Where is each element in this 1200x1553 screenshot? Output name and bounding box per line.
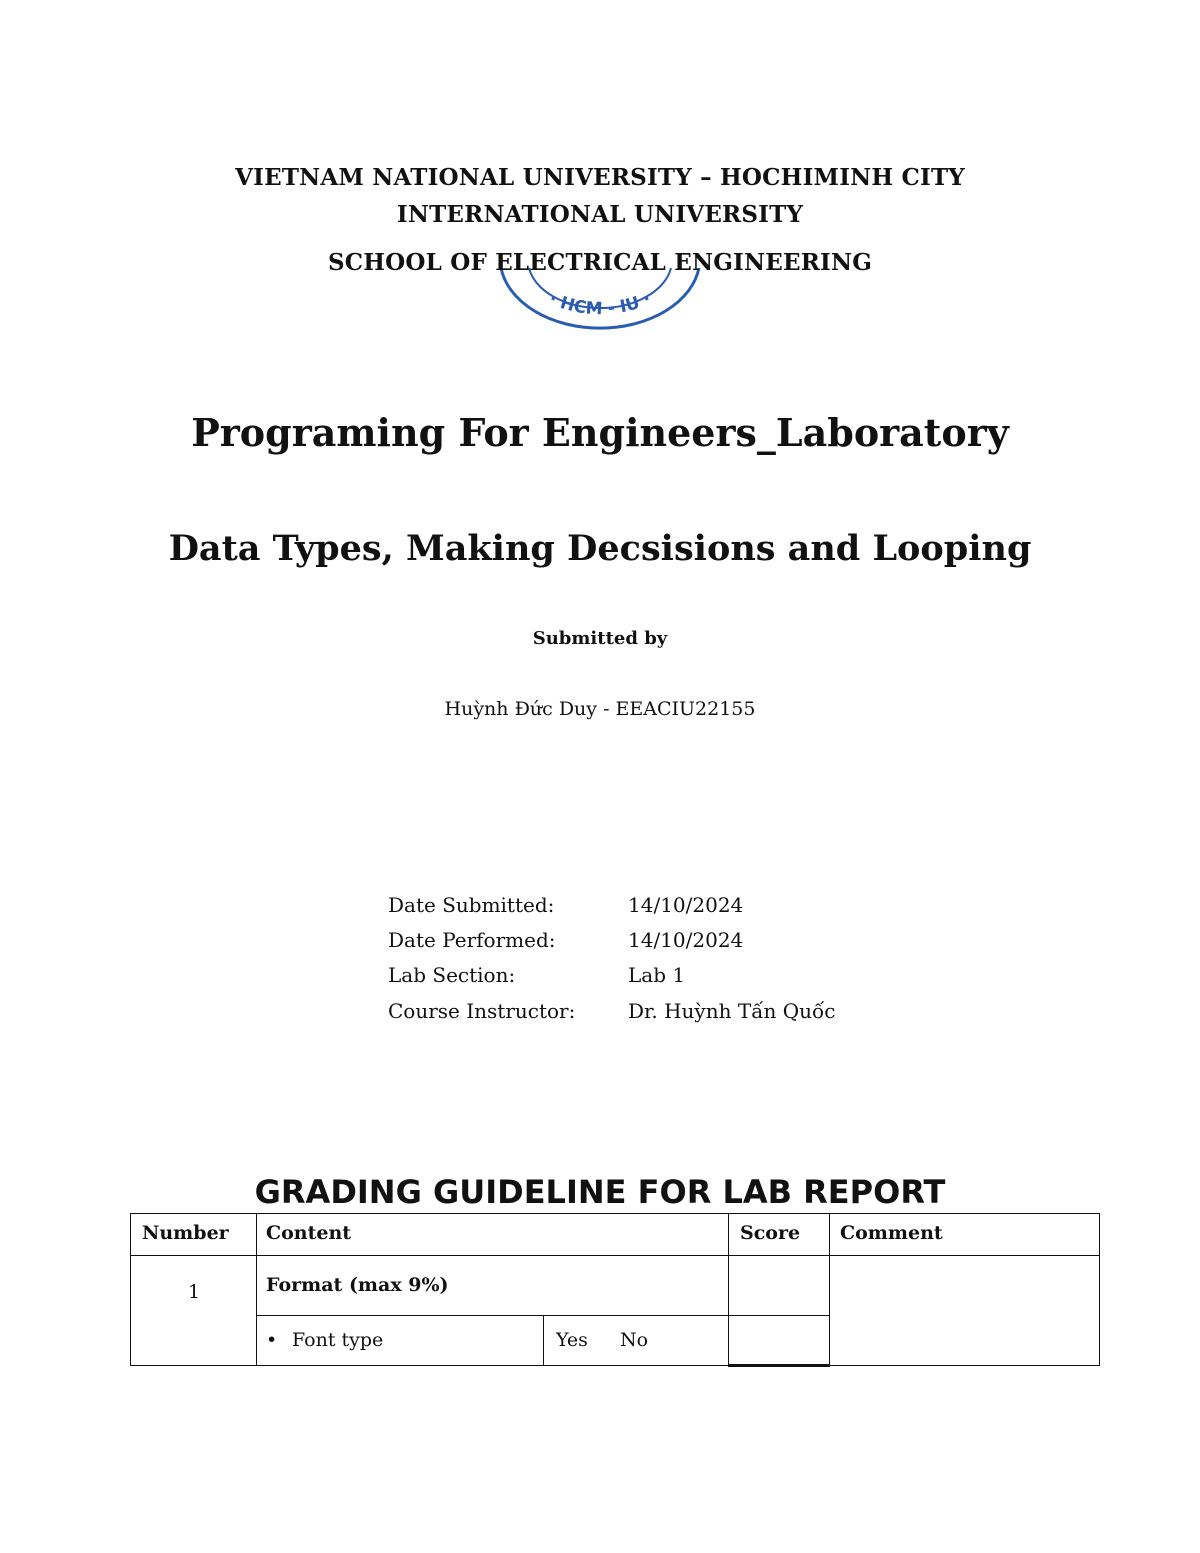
table-border-bottom — [130, 1365, 1100, 1366]
table-col-divider-yesno — [543, 1315, 544, 1366]
date-performed-value: 14/10/2024 — [628, 928, 744, 952]
yes-option: Yes — [556, 1329, 588, 1351]
svg-text:· HCM - IU · — [546, 289, 654, 319]
header-score: Score — [740, 1222, 801, 1244]
course-instructor-value: Dr. Huỳnh Tấn Quốc — [628, 999, 836, 1023]
score-cell-underline — [728, 1364, 830, 1367]
table-col-divider-3 — [829, 1213, 830, 1366]
format-section-label: Format (max 9%) — [266, 1274, 449, 1296]
lab-section-label: Lab Section: — [388, 963, 516, 987]
table-header-divider — [130, 1255, 1100, 1256]
lab-section-value: Lab 1 — [628, 963, 686, 987]
course-title: Programing For Engineers_Laboratory — [191, 410, 1009, 455]
header-number: Number — [142, 1222, 229, 1244]
row-number: 1 — [188, 1281, 201, 1303]
table-border-top — [130, 1213, 1100, 1214]
logo-text: · HCM - IU · — [545, 288, 655, 320]
institute-name: INTERNATIONAL UNIVERSITY — [396, 201, 804, 228]
table-border-left — [130, 1213, 131, 1366]
course-instructor-label: Course Instructor: — [388, 999, 576, 1023]
grading-title: GRADING GUIDELINE FOR LAB REPORT — [254, 1173, 946, 1211]
table-col-divider-1 — [256, 1213, 257, 1366]
student-name: Huỳnh Đức Duy - EEACIU22155 — [444, 698, 756, 720]
lab-title: Data Types, Making Decsisions and Looping — [168, 528, 1032, 569]
university-name: VIETNAM NATIONAL UNIVERSITY – HOCHIMINH CITY — [235, 164, 965, 191]
university-logo — [495, 268, 705, 342]
date-submitted-label: Date Submitted: — [388, 893, 555, 917]
school-name: SCHOOL OF ELECTRICAL ENGINEERING — [327, 249, 873, 276]
date-submitted-value: 14/10/2024 — [628, 893, 744, 917]
table-border-right — [1099, 1213, 1100, 1366]
header-comment: Comment — [840, 1222, 943, 1244]
bullet-icon: • — [266, 1329, 278, 1351]
header-content: Content — [266, 1222, 352, 1244]
font-type-item: Font type — [292, 1329, 384, 1351]
table-col-divider-2 — [728, 1213, 729, 1366]
no-option: No — [620, 1329, 649, 1351]
date-performed-label: Date Performed: — [388, 928, 556, 952]
submitted-by-label: Submitted by — [532, 628, 668, 649]
